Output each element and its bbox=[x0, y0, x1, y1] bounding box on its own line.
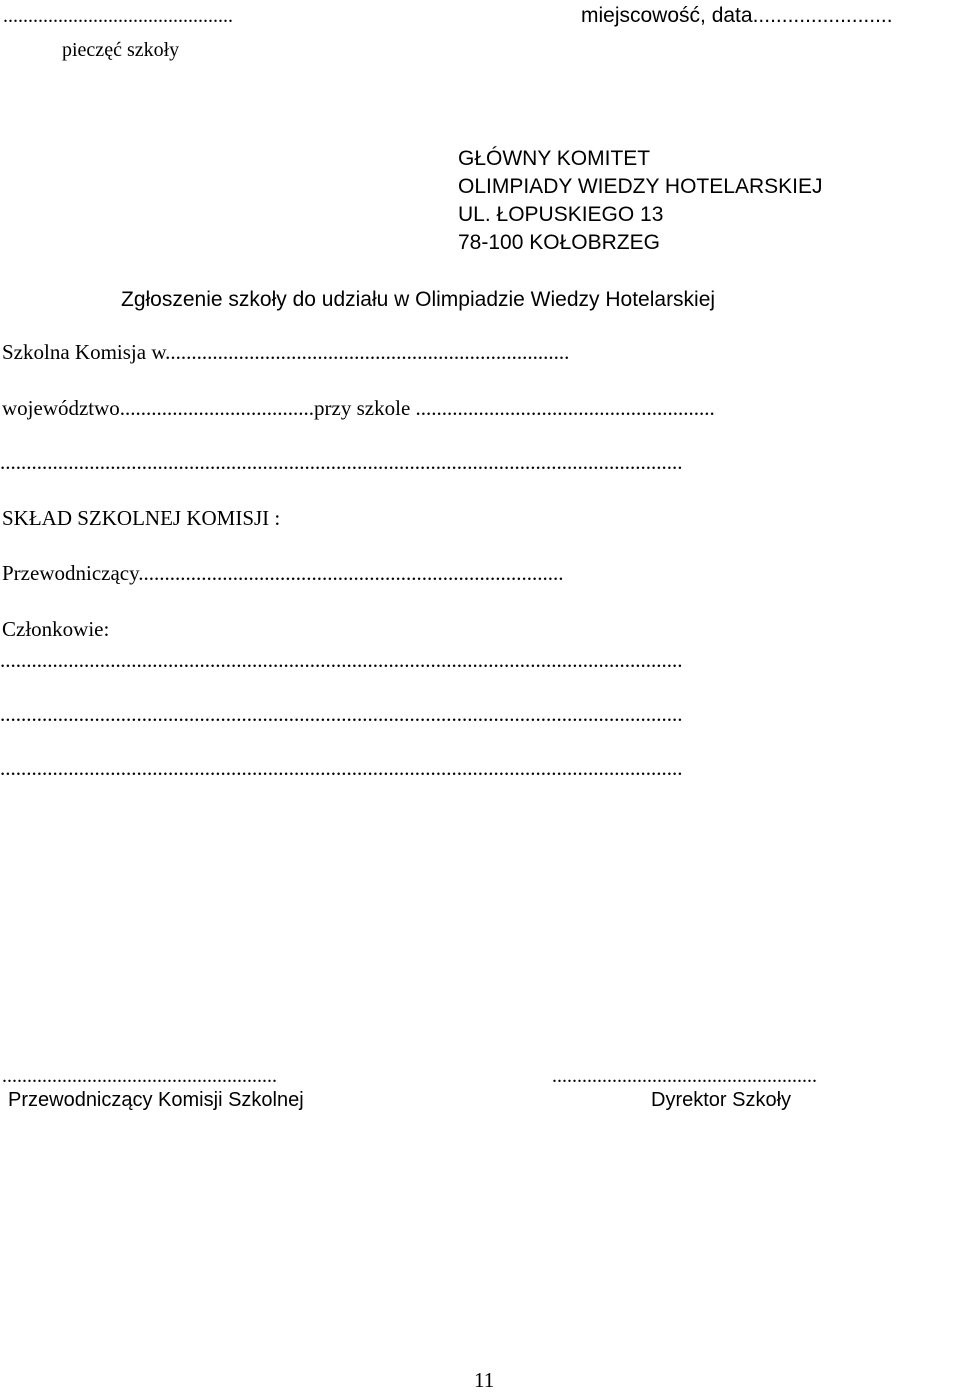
director-signature-label: Dyrektor Szkoły bbox=[651, 1089, 792, 1111]
member-line-2: .................................................................................................................................. bbox=[0, 704, 683, 725]
address-line-4: 78-100 KOŁOBRZEG bbox=[458, 231, 660, 254]
address-line-2: OLIMPIADY WIEDZY HOTELARSKIEJ bbox=[458, 175, 823, 198]
blank-continuation-line: .................................................................................................................................. bbox=[0, 452, 683, 473]
place-date-field: miejscowość, data........................ bbox=[581, 4, 893, 27]
form-title: Zgłoszenie szkoły do udziału w Olimpiadzie Wiedzy Hotelarskiej bbox=[121, 288, 716, 311]
chairman-signature-label: Przewodniczący Komisji Szkolnej bbox=[8, 1089, 304, 1111]
page-number: 11 bbox=[474, 1368, 495, 1392]
school-stamp-dots: .............................................. bbox=[3, 5, 233, 27]
member-line-3: .................................................................................................................................. bbox=[0, 758, 683, 779]
chairman-signature-dots: ....................................................... bbox=[2, 1066, 277, 1086]
address-line-1: GŁÓWNY KOMITET bbox=[458, 147, 651, 170]
director-signature-dots: ..................................................... bbox=[552, 1066, 817, 1086]
members-label: Członkowie: bbox=[2, 617, 110, 641]
composition-heading: SKŁAD SZKOLNEJ KOMISJI : bbox=[2, 506, 281, 530]
address-line-3: UL. ŁOPUSKIEGO 13 bbox=[458, 203, 664, 226]
voivodeship-school-field: województwo.....................................przy szkole ......................................................... bbox=[2, 396, 715, 420]
chairman-field: Przewodniczący................................................................................. bbox=[2, 561, 564, 585]
committee-location-field: Szkolna Komisja w............................................................................. bbox=[2, 340, 570, 364]
school-stamp-label: pieczęć szkoły bbox=[62, 39, 180, 61]
member-line-1: .................................................................................................................................. bbox=[0, 650, 683, 671]
